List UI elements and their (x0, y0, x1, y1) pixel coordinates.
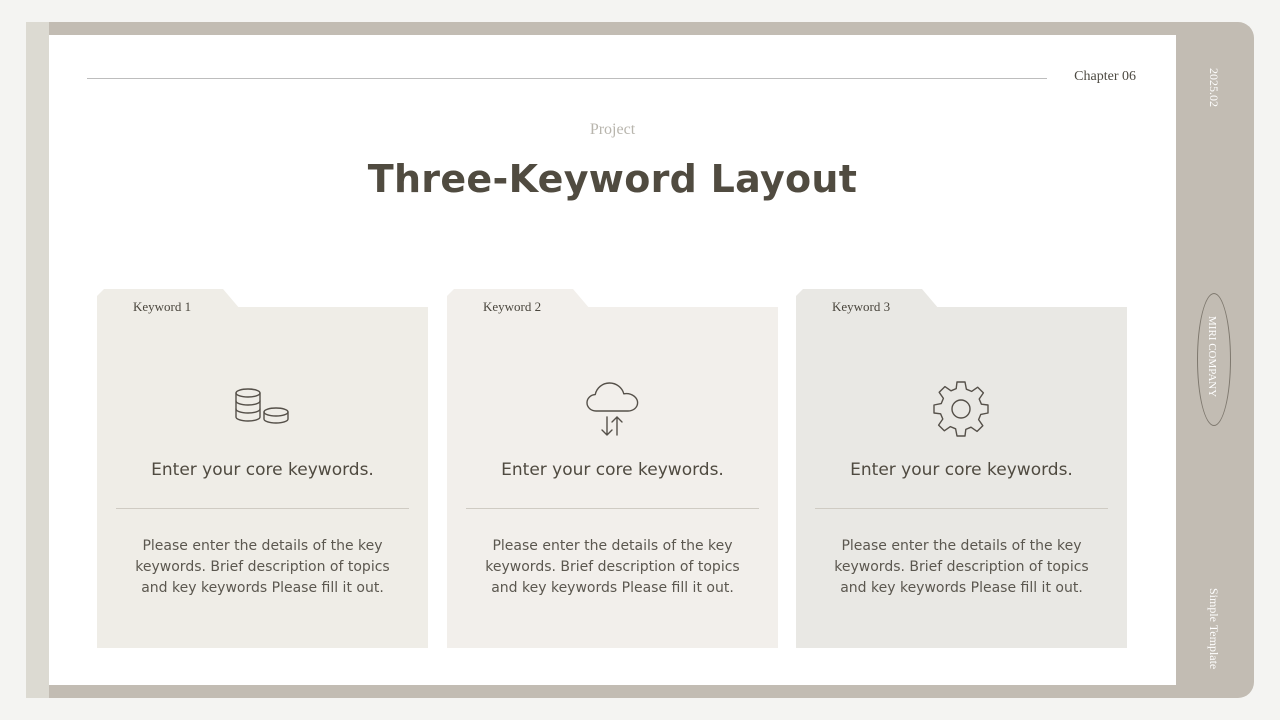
card-heading: Enter your core keywords. (151, 460, 374, 480)
card-description: Please enter the details of the key keywords. Brief description of topics and key keywords Please fill it out. (485, 538, 740, 596)
company-badge (1197, 293, 1231, 426)
card-heading: Enter your core keywords. (850, 460, 1073, 480)
keyword-label: Keyword 1 (133, 299, 192, 314)
chapter-label: Chapter 06 (1074, 69, 1136, 84)
card-divider (815, 508, 1108, 509)
keyword-card-2 (447, 289, 778, 648)
card-heading: Enter your core keywords. (501, 460, 724, 480)
keyword-label: Keyword 2 (483, 299, 542, 314)
card-description: Please enter the details of the key keywords. Brief description of topics and key keywords Please fill it out. (135, 538, 390, 596)
right-sidebar (1176, 22, 1254, 698)
keyword-card-3 (796, 289, 1127, 648)
template-label: Simple Template (1207, 588, 1221, 670)
card-description: Please enter the details of the key keywords. Brief description of topics and key keywords Please fill it out. (834, 538, 1089, 596)
card-divider (466, 508, 759, 509)
slide-page (49, 35, 1176, 685)
keyword-card-1 (97, 289, 428, 648)
sidebar-date: 2025.02 (1207, 68, 1221, 107)
cloud-transfer-icon (582, 379, 642, 439)
top-rule-divider (87, 78, 1047, 79)
keyword-label: Keyword 3 (832, 299, 891, 314)
gear-icon (931, 379, 991, 439)
card-divider (116, 508, 409, 509)
slide-title: Three-Keyword Layout (367, 157, 858, 201)
coins-icon (232, 379, 292, 439)
company-name: MIRI COMPANY (1206, 316, 1218, 398)
frame-left-strip (26, 22, 49, 698)
slide-subtitle: Project (589, 121, 636, 138)
